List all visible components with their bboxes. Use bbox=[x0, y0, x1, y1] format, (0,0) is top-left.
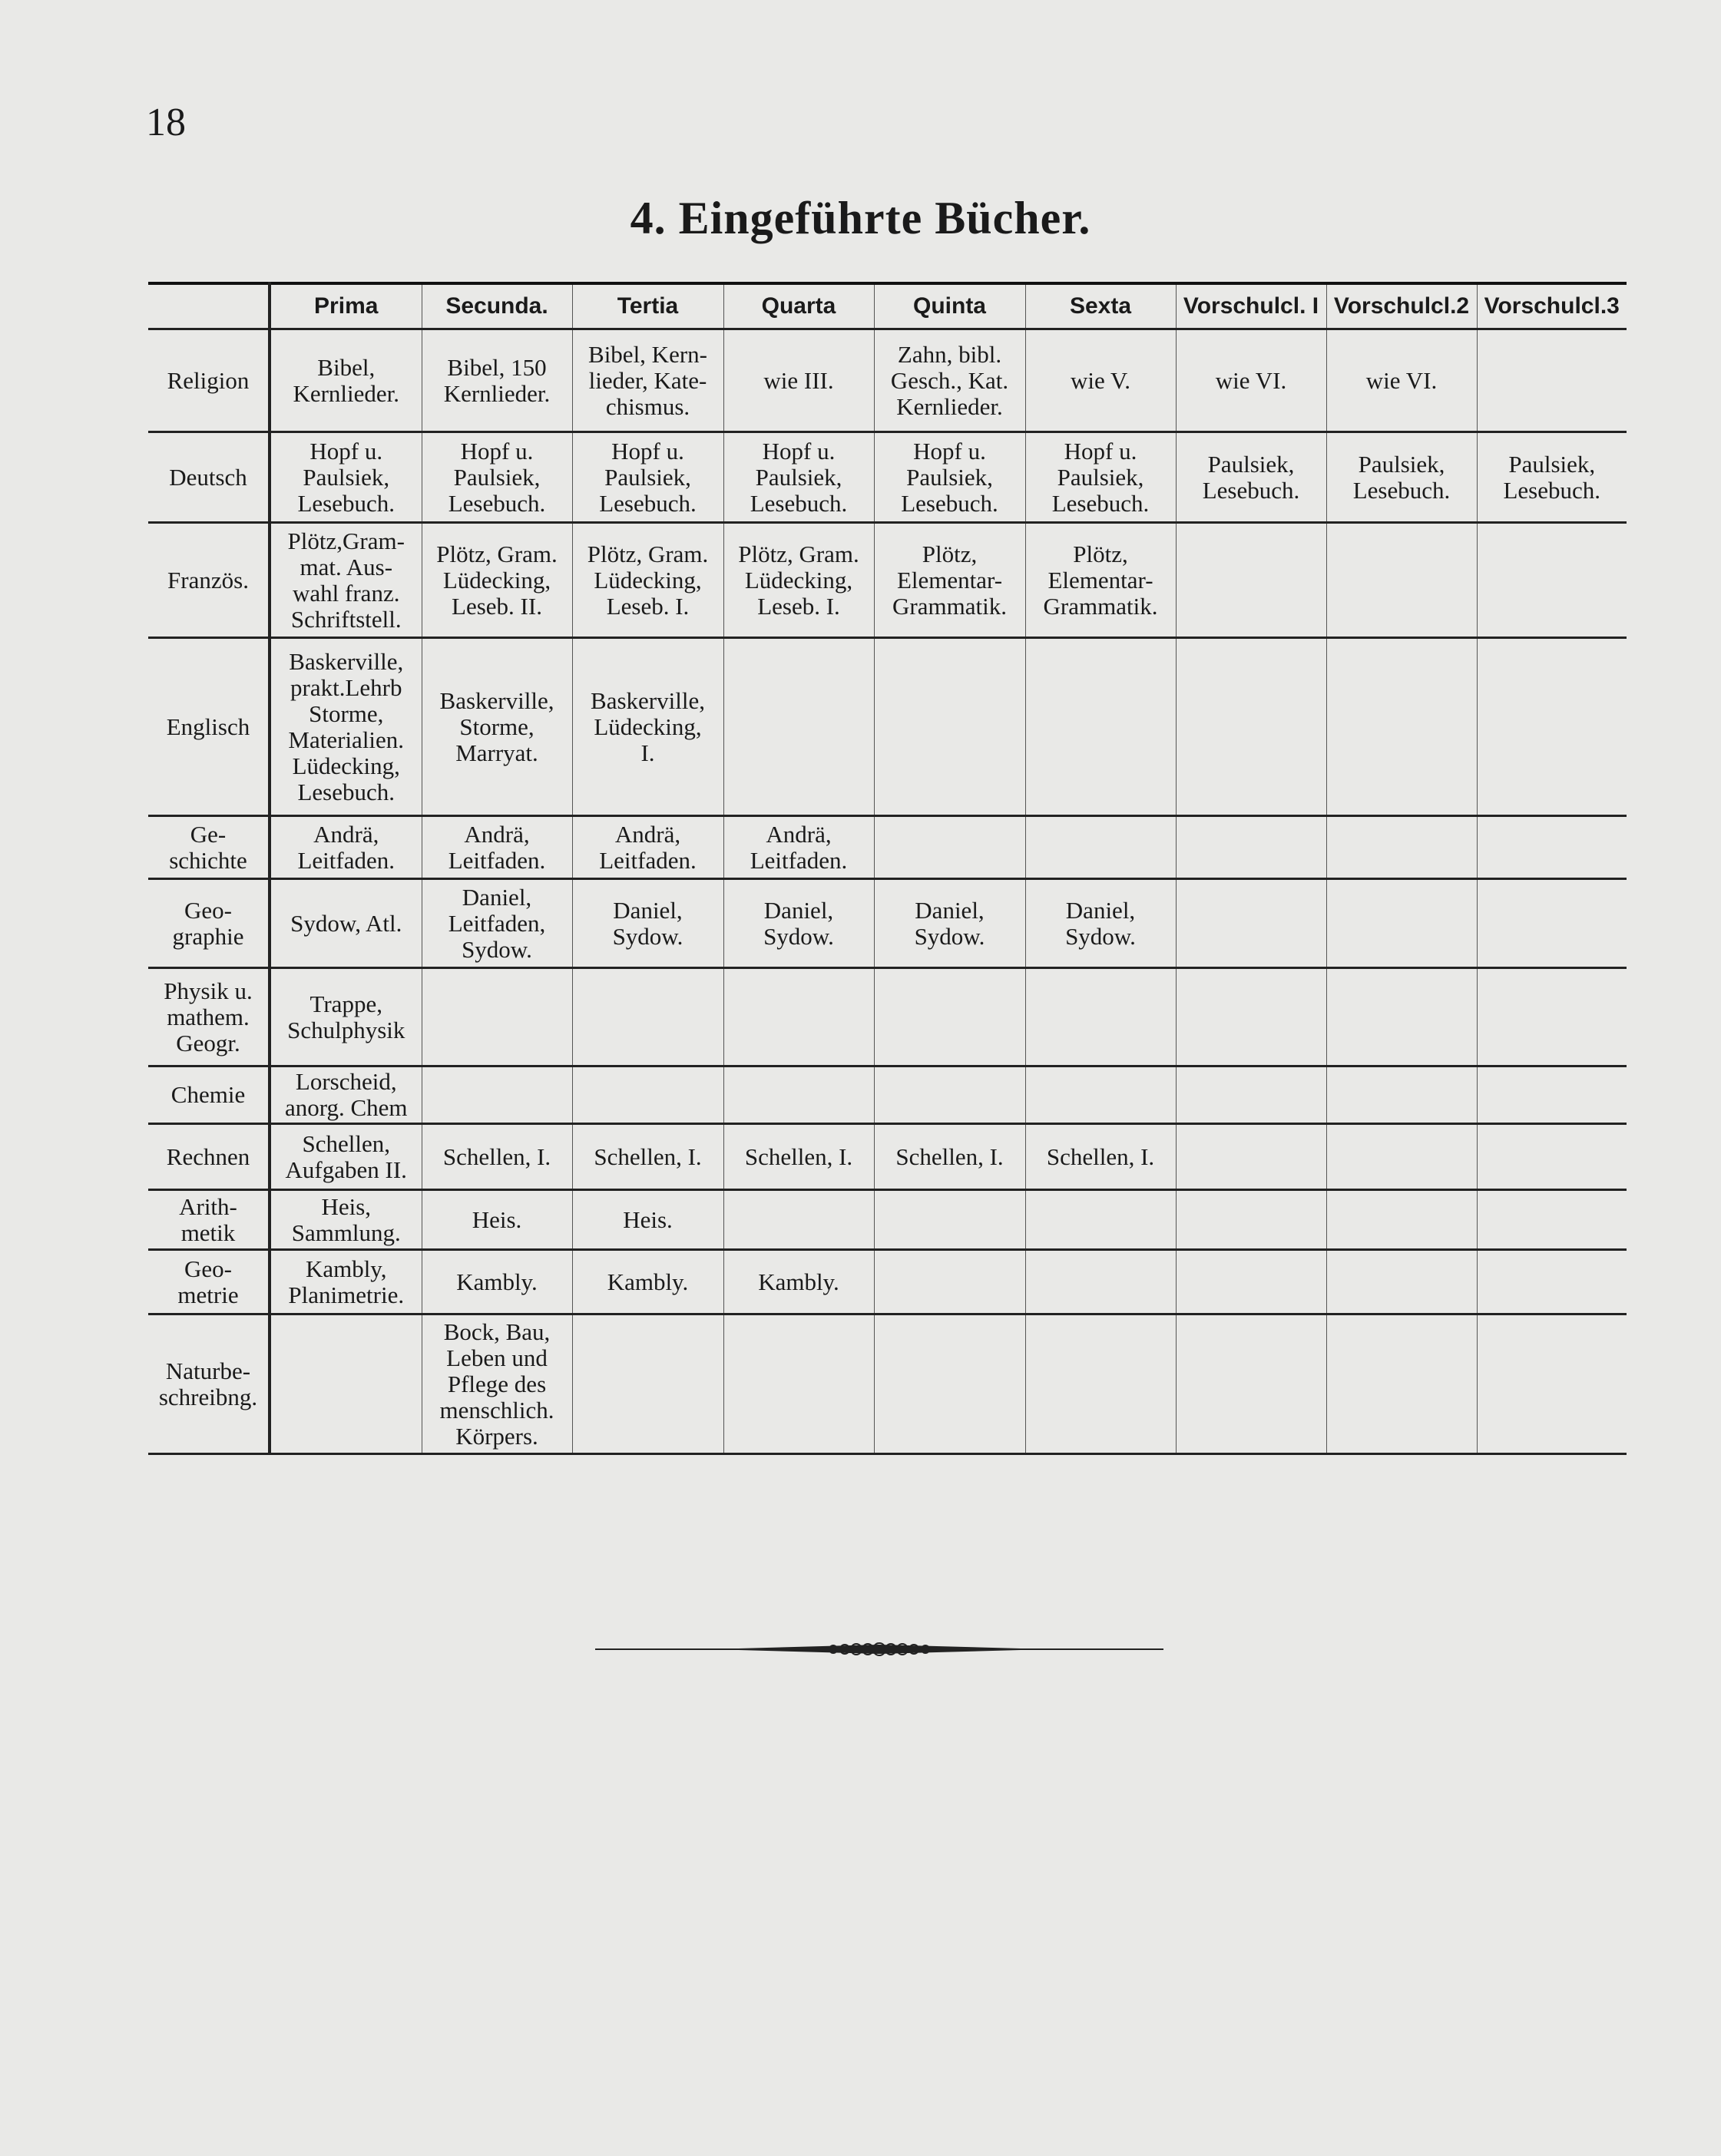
book-text: wie V. bbox=[1070, 366, 1131, 394]
book-cell bbox=[422, 1124, 572, 1190]
header-cell: Quarta bbox=[723, 283, 874, 329]
subject-label: Physik u. mathem. Geogr. bbox=[164, 977, 253, 1057]
book-text: Hopf u. Paulsiek, Lesebuch. bbox=[448, 437, 546, 517]
book-cell bbox=[1025, 816, 1176, 879]
book-text: Hopf u. Paulsiek, Lesebuch. bbox=[1051, 437, 1150, 517]
book-cell bbox=[422, 879, 572, 968]
subject-cell bbox=[148, 329, 270, 432]
subject-label: Französ. bbox=[167, 566, 249, 594]
book-cell bbox=[1477, 1314, 1627, 1454]
table-row bbox=[148, 1314, 1627, 1454]
book-text: Plötz,Gram- mat. Aus- wahl franz. Schriftstell. bbox=[287, 527, 405, 633]
book-text: Paulsiek, Lesebuch. bbox=[1202, 450, 1300, 504]
book-cell bbox=[270, 968, 422, 1066]
subject-cell bbox=[148, 1190, 270, 1250]
book-cell bbox=[1326, 968, 1477, 1066]
book-cell bbox=[422, 523, 572, 638]
book-text: Paulsiek, Lesebuch. bbox=[1352, 450, 1451, 504]
book-cell bbox=[422, 816, 572, 879]
books-table bbox=[148, 282, 1627, 1455]
ornamental-rule bbox=[595, 1642, 1163, 1657]
book-text: Kambly. bbox=[607, 1268, 689, 1295]
header-cell: Tertia bbox=[572, 283, 723, 329]
subject-cell bbox=[148, 968, 270, 1066]
subject-label: Geo- graphie bbox=[172, 896, 244, 950]
book-cell bbox=[1326, 432, 1477, 523]
book-cell bbox=[1477, 968, 1627, 1066]
book-text: Trappe, Schulphysik bbox=[287, 990, 405, 1043]
book-cell bbox=[1176, 1314, 1326, 1454]
book-cell bbox=[1326, 816, 1477, 879]
book-cell bbox=[1176, 816, 1326, 879]
subject-label: Arith- metik bbox=[179, 1192, 237, 1246]
book-cell bbox=[270, 638, 422, 816]
book-cell bbox=[572, 638, 723, 816]
book-text: Daniel, Leitfaden, Sydow. bbox=[448, 883, 546, 963]
book-text: Sydow, Atl. bbox=[290, 909, 402, 937]
book-cell bbox=[874, 329, 1025, 432]
subject-label: Chemie bbox=[170, 1081, 246, 1108]
book-cell bbox=[1477, 432, 1627, 523]
book-cell bbox=[422, 1314, 572, 1454]
book-cell bbox=[1176, 1066, 1326, 1124]
book-cell bbox=[874, 1066, 1025, 1124]
table-row bbox=[148, 432, 1627, 523]
book-cell bbox=[270, 879, 422, 968]
book-cell bbox=[1176, 1250, 1326, 1314]
book-cell bbox=[1477, 1124, 1627, 1190]
book-cell bbox=[1477, 816, 1627, 879]
book-cell bbox=[270, 1190, 422, 1250]
book-cell bbox=[1025, 1190, 1176, 1250]
subject-cell bbox=[148, 1066, 270, 1124]
book-cell bbox=[1326, 1250, 1477, 1314]
book-cell bbox=[723, 1190, 874, 1250]
subject-cell bbox=[148, 1124, 270, 1190]
header-cell: Sexta bbox=[1025, 283, 1176, 329]
subject-label: Ge- schichte bbox=[169, 820, 247, 874]
subject-cell bbox=[148, 879, 270, 968]
book-text: Heis, Sammlung. bbox=[291, 1192, 401, 1246]
book-text: Plötz, Elementar- Grammatik. bbox=[892, 540, 1007, 620]
book-cell bbox=[422, 432, 572, 523]
book-text: Schellen, I. bbox=[744, 1142, 853, 1170]
book-cell bbox=[270, 816, 422, 879]
book-cell bbox=[572, 1314, 723, 1454]
book-cell bbox=[1025, 1250, 1176, 1314]
book-text: Bibel, Kern- lieder, Kate- chismus. bbox=[588, 340, 707, 420]
book-cell bbox=[1326, 523, 1477, 638]
book-cell bbox=[1326, 879, 1477, 968]
subject-cell bbox=[148, 638, 270, 816]
book-text: Kambly. bbox=[456, 1268, 538, 1295]
book-cell bbox=[1025, 329, 1176, 432]
book-cell bbox=[270, 1314, 422, 1454]
book-text: Bibel, 150 Kernlieder. bbox=[443, 353, 551, 407]
book-cell bbox=[572, 879, 723, 968]
book-text: Schellen, I. bbox=[1046, 1142, 1155, 1170]
book-cell bbox=[422, 968, 572, 1066]
subject-cell bbox=[148, 1314, 270, 1454]
book-text: Daniel, Sydow. bbox=[612, 896, 683, 950]
book-cell bbox=[572, 1124, 723, 1190]
book-cell bbox=[874, 1314, 1025, 1454]
book-text: Andrä, Leitfaden. bbox=[599, 820, 697, 874]
subject-cell bbox=[148, 816, 270, 879]
book-cell bbox=[723, 1124, 874, 1190]
header-cell: Vorschulcl.3 bbox=[1477, 283, 1627, 329]
table-row bbox=[148, 1250, 1627, 1314]
page-number: 18 bbox=[146, 101, 186, 144]
book-cell bbox=[1025, 1066, 1176, 1124]
book-cell bbox=[1176, 1124, 1326, 1190]
book-cell bbox=[572, 968, 723, 1066]
header-cell: Prima bbox=[270, 283, 422, 329]
book-cell bbox=[1326, 1314, 1477, 1454]
book-text: Hopf u. Paulsiek, Lesebuch. bbox=[599, 437, 697, 517]
book-cell bbox=[1176, 879, 1326, 968]
book-text: Kambly, Planimetrie. bbox=[288, 1255, 405, 1308]
book-cell bbox=[723, 329, 874, 432]
book-cell bbox=[422, 638, 572, 816]
book-cell bbox=[874, 816, 1025, 879]
header-corner bbox=[148, 283, 270, 329]
book-cell bbox=[1025, 1314, 1176, 1454]
book-text: Zahn, bibl. Gesch., Kat. Kernlieder. bbox=[890, 340, 1009, 420]
book-text: Heis. bbox=[472, 1205, 522, 1233]
book-cell bbox=[723, 1066, 874, 1124]
book-cell bbox=[1477, 329, 1627, 432]
book-cell bbox=[1477, 879, 1627, 968]
book-text: Plötz, Gram. Lüdecking, Leseb. II. bbox=[436, 540, 558, 620]
book-cell bbox=[1326, 1124, 1477, 1190]
book-text: Schellen, I. bbox=[442, 1142, 551, 1170]
book-text: Andrä, Leitfaden. bbox=[297, 820, 395, 874]
table-row bbox=[148, 1066, 1627, 1124]
book-text: Schellen, I. bbox=[895, 1142, 1004, 1170]
book-text: Bock, Bau, Leben und Pflege des menschlich. Körpers. bbox=[439, 1318, 554, 1450]
book-cell bbox=[1326, 1190, 1477, 1250]
book-cell bbox=[1176, 329, 1326, 432]
book-cell bbox=[422, 1066, 572, 1124]
book-text: Daniel, Sydow. bbox=[914, 896, 985, 950]
book-cell bbox=[1176, 638, 1326, 816]
book-cell bbox=[1326, 1066, 1477, 1124]
book-cell bbox=[874, 523, 1025, 638]
book-cell bbox=[572, 1190, 723, 1250]
book-cell bbox=[572, 432, 723, 523]
book-text: Hopf u. Paulsiek, Lesebuch. bbox=[750, 437, 848, 517]
book-cell bbox=[572, 1066, 723, 1124]
book-text: Kambly. bbox=[758, 1268, 839, 1295]
book-cell bbox=[874, 1250, 1025, 1314]
book-cell bbox=[1025, 638, 1176, 816]
table-row bbox=[148, 523, 1627, 638]
book-cell bbox=[874, 1124, 1025, 1190]
book-cell bbox=[723, 879, 874, 968]
book-cell bbox=[572, 523, 723, 638]
book-cell bbox=[1477, 1190, 1627, 1250]
book-text: Schellen, Aufgaben II. bbox=[285, 1129, 407, 1183]
book-cell bbox=[1477, 1250, 1627, 1314]
book-cell bbox=[270, 329, 422, 432]
subject-label: Geo- metrie bbox=[177, 1255, 239, 1308]
book-text: wie VI. bbox=[1365, 366, 1438, 394]
subject-cell bbox=[148, 523, 270, 638]
book-cell bbox=[270, 523, 422, 638]
book-text: Andrä, Leitfaden. bbox=[750, 820, 848, 874]
book-text: wie III. bbox=[763, 366, 834, 394]
book-cell bbox=[1176, 432, 1326, 523]
book-cell bbox=[723, 968, 874, 1066]
book-text: Daniel, Sydow. bbox=[763, 896, 834, 950]
book-cell bbox=[1477, 638, 1627, 816]
table-row bbox=[148, 1124, 1627, 1190]
book-cell bbox=[270, 1066, 422, 1124]
book-cell bbox=[572, 329, 723, 432]
book-text: Hopf u. Paulsiek, Lesebuch. bbox=[297, 437, 395, 517]
book-text: Hopf u. Paulsiek, Lesebuch. bbox=[901, 437, 998, 517]
book-cell bbox=[1176, 968, 1326, 1066]
table-row bbox=[148, 329, 1627, 432]
book-cell bbox=[1025, 523, 1176, 638]
book-cell bbox=[1477, 523, 1627, 638]
book-text: Baskerville, Storme, Marryat. bbox=[439, 686, 554, 766]
book-cell bbox=[422, 1250, 572, 1314]
subject-label: Deutsch bbox=[169, 463, 247, 491]
book-cell bbox=[874, 432, 1025, 523]
book-text: Plötz, Elementar- Grammatik. bbox=[1043, 540, 1158, 620]
table-row bbox=[148, 1190, 1627, 1250]
book-text: Andrä, Leitfaden. bbox=[448, 820, 546, 874]
book-text: wie VI. bbox=[1215, 366, 1287, 394]
book-text: Bibel, Kernlieder. bbox=[293, 353, 400, 407]
book-cell bbox=[1176, 1190, 1326, 1250]
book-cell bbox=[572, 1250, 723, 1314]
book-cell bbox=[874, 968, 1025, 1066]
book-cell bbox=[270, 1124, 422, 1190]
book-cell bbox=[723, 1250, 874, 1314]
book-text: Lorscheid, anorg. Chem bbox=[284, 1068, 408, 1121]
book-text: Daniel, Sydow. bbox=[1065, 896, 1136, 950]
subject-cell bbox=[148, 1250, 270, 1314]
subject-label: Naturbe- schreibng. bbox=[158, 1357, 258, 1410]
book-cell bbox=[1477, 1066, 1627, 1124]
header-cell: Vorschulcl. I bbox=[1176, 283, 1326, 329]
book-cell bbox=[723, 523, 874, 638]
book-text: Paulsiek, Lesebuch. bbox=[1503, 450, 1601, 504]
book-cell bbox=[723, 638, 874, 816]
book-cell bbox=[723, 816, 874, 879]
book-cell bbox=[572, 816, 723, 879]
subject-label: Religion bbox=[167, 366, 250, 394]
book-cell bbox=[1025, 879, 1176, 968]
header-cell: Vorschulcl.2 bbox=[1326, 283, 1477, 329]
book-cell bbox=[1326, 329, 1477, 432]
book-text: Baskerville, prakt.Lehrb Storme, Materialien. Lüdecking, Lesebuch. bbox=[288, 647, 405, 805]
table-row bbox=[148, 816, 1627, 879]
book-cell bbox=[874, 638, 1025, 816]
book-cell bbox=[723, 1314, 874, 1454]
header-cell: Quinta bbox=[874, 283, 1025, 329]
book-text: Plötz, Gram. Lüdecking, Leseb. I. bbox=[587, 540, 709, 620]
book-cell bbox=[422, 329, 572, 432]
book-cell bbox=[1025, 968, 1176, 1066]
book-text: Plötz, Gram. Lüdecking, Leseb. I. bbox=[738, 540, 859, 620]
table-body bbox=[148, 329, 1627, 1454]
book-text: Schellen, I. bbox=[594, 1142, 702, 1170]
subject-cell bbox=[148, 432, 270, 523]
table-row bbox=[148, 968, 1627, 1066]
header-row bbox=[148, 283, 1627, 329]
subject-label: Englisch bbox=[166, 713, 250, 740]
table-row bbox=[148, 879, 1627, 968]
book-cell bbox=[1025, 1124, 1176, 1190]
book-cell bbox=[723, 432, 874, 523]
book-text: Baskerville, Lüdecking, I. bbox=[591, 686, 705, 766]
book-cell bbox=[270, 1250, 422, 1314]
page-title: 4. Eingeführte Bücher. bbox=[630, 193, 1091, 243]
book-cell bbox=[1025, 432, 1176, 523]
book-cell bbox=[1176, 523, 1326, 638]
book-cell bbox=[874, 1190, 1025, 1250]
book-cell bbox=[1326, 638, 1477, 816]
table-row bbox=[148, 638, 1627, 816]
subject-label: Rechnen bbox=[166, 1142, 250, 1170]
book-text: Heis. bbox=[623, 1205, 673, 1233]
header-cell: Secunda. bbox=[422, 283, 572, 329]
book-cell bbox=[422, 1190, 572, 1250]
book-cell bbox=[270, 432, 422, 523]
book-cell bbox=[874, 879, 1025, 968]
